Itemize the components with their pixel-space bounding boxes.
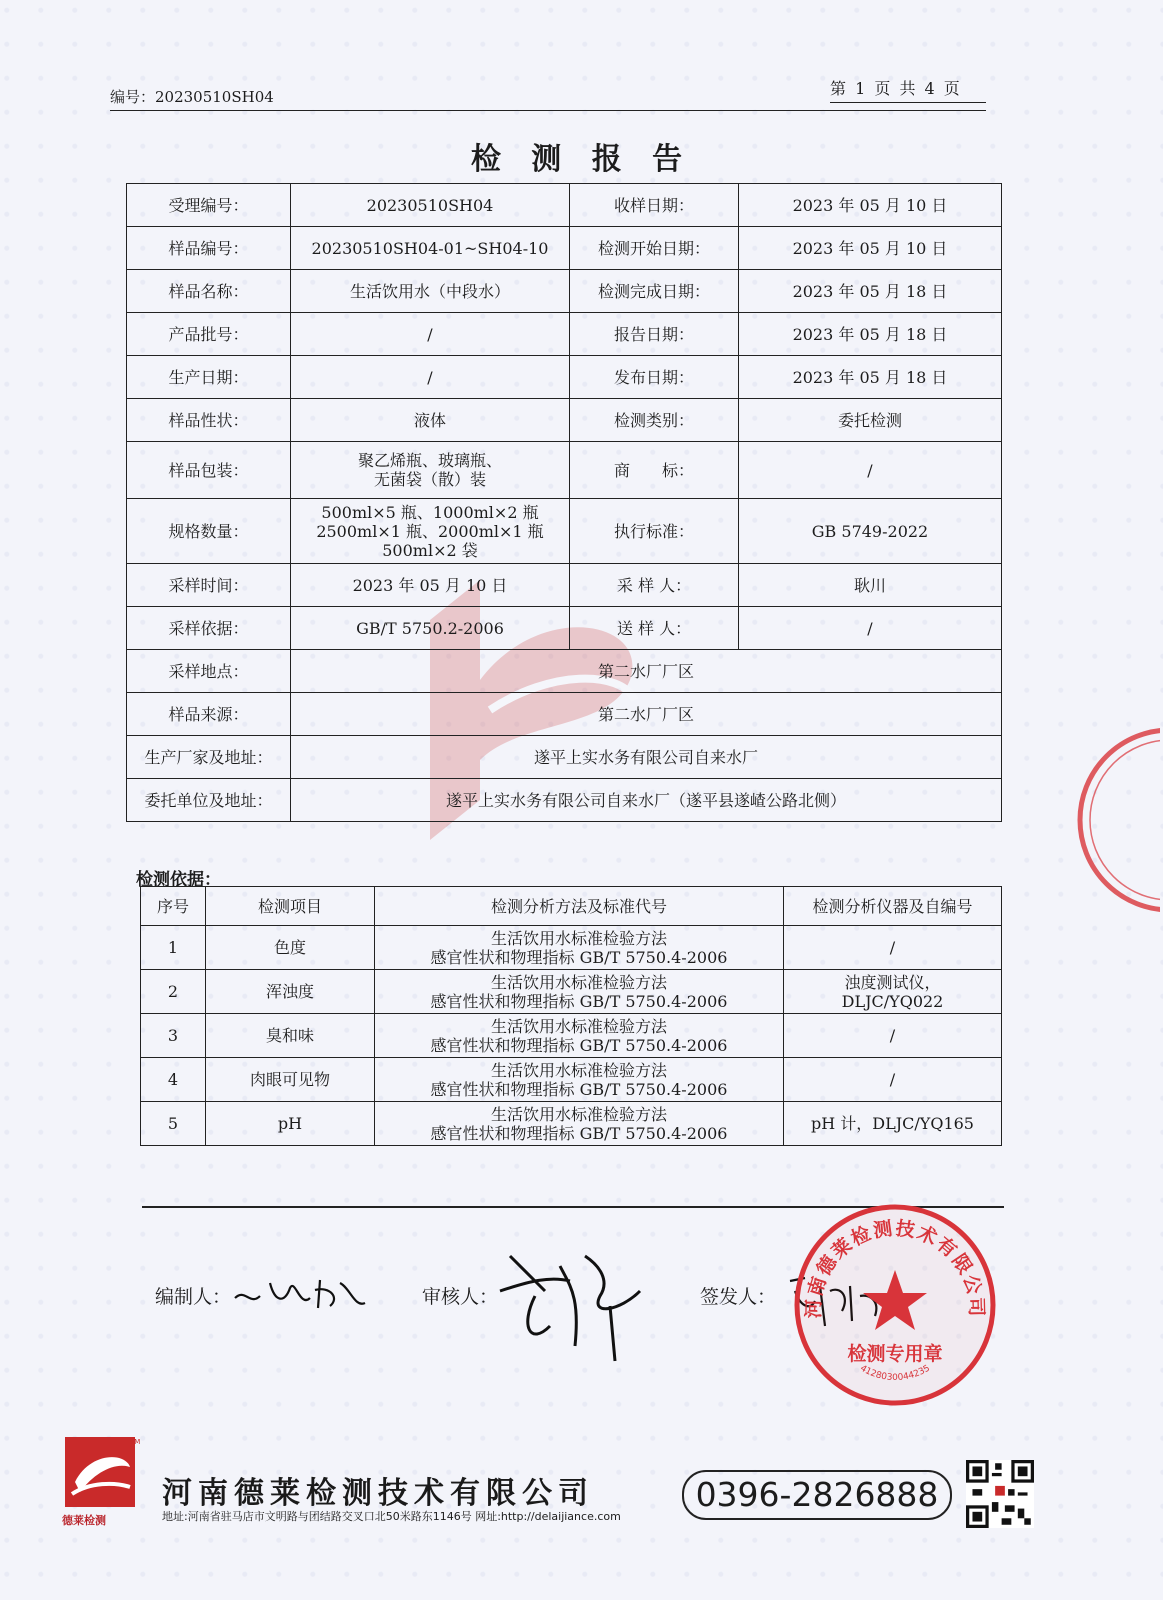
instrument-line: / (889, 1070, 896, 1089)
test-item: 浑浊度 (206, 970, 375, 1014)
official-seal-icon (790, 1200, 1000, 1410)
info-label: 报告日期： (570, 313, 739, 356)
test-item: 色度 (206, 926, 375, 970)
info-label: 采样地点： (127, 650, 291, 693)
info-value-line: 500ml×5 瓶、1000ml×2 瓶 (321, 502, 539, 522)
instrument (784, 1058, 1002, 1102)
instrument (784, 1102, 1002, 1146)
info-label: 送 样 人： (570, 607, 739, 650)
test-method (375, 970, 784, 1014)
issuer-label: 签发人： (700, 1286, 777, 1308)
info-value: 2023 年 05 月 10 日 (739, 184, 1002, 227)
info-label: 样品性状： (127, 399, 291, 442)
compiler-signature-icon (230, 1268, 370, 1318)
table-row (141, 926, 1002, 970)
info-value: 2023 年 05 月 18 日 (739, 270, 1002, 313)
info-label: 委托单位及地址： (127, 779, 291, 822)
info-label: 生产厂家及地址： (127, 736, 291, 779)
method-line: 感官性状和物理指标 GB/T 5750.4-2006 (430, 1079, 728, 1099)
info-value: 2023 年 05 月 10 日 (291, 564, 570, 607)
table-row (127, 779, 1002, 822)
instrument-line: 浊度测试仪， (844, 972, 941, 992)
info-label: 样品来源： (127, 693, 291, 736)
sample-info-table (126, 183, 1002, 822)
table-row (141, 1014, 1002, 1058)
method-line: 感官性状和物理指标 GB/T 5750.4-2006 (430, 1123, 728, 1143)
compiler-label: 编制人： (155, 1286, 232, 1308)
row-number: 5 (141, 1102, 206, 1146)
table-row (127, 499, 1002, 564)
method-line: 感官性状和物理指标 GB/T 5750.4-2006 (430, 991, 728, 1011)
method-line: 生活饮用水标准检验方法 (490, 1060, 667, 1080)
table-row (127, 442, 1002, 499)
info-value-line: 2500ml×1 瓶、2000ml×1 瓶 (316, 521, 544, 541)
info-value (291, 442, 570, 499)
row-number: 2 (141, 970, 206, 1014)
info-value: / (739, 607, 1002, 650)
info-label: 样品编号： (127, 227, 291, 270)
report-number: 编号：20230510SH04 (110, 88, 274, 106)
row-number: 3 (141, 1014, 206, 1058)
table-row (141, 1102, 1002, 1146)
info-label: 收样日期： (570, 184, 739, 227)
column-header: 检测分析方法及标准代号 (375, 887, 784, 926)
info-label: 采样时间： (127, 564, 291, 607)
info-value: 2023 年 05 月 10 日 (739, 227, 1002, 270)
method-line: 生活饮用水标准检验方法 (490, 1016, 667, 1036)
method-line: 感官性状和物理指标 GB/T 5750.4-2006 (430, 947, 728, 967)
info-value: 20230510SH04 (291, 184, 570, 227)
info-value: / (291, 356, 570, 399)
info-label: 检测完成日期： (570, 270, 739, 313)
basis-heading: 检测依据： (136, 870, 221, 890)
instrument-line: DLJC/YQ022 (841, 991, 944, 1011)
info-label: 采 样 人： (570, 564, 739, 607)
footer-company-name: 河南德莱检测技术有限公司 (162, 1476, 594, 1511)
info-value: 2023 年 05 月 18 日 (739, 313, 1002, 356)
instrument (784, 926, 1002, 970)
reviewer-signature-icon (490, 1236, 650, 1366)
instrument (784, 970, 1002, 1014)
column-header: 检测分析仪器及自编号 (784, 887, 1002, 926)
test-item: 臭和味 (206, 1014, 375, 1058)
test-method (375, 1102, 784, 1146)
info-value: GB/T 5750.2-2006 (291, 607, 570, 650)
column-header: 序号 (141, 887, 206, 926)
table-row (127, 270, 1002, 313)
info-label: 样品包装： (127, 442, 291, 499)
logo-caption: 德莱检测 (62, 1514, 106, 1527)
info-value-line: 聚乙烯瓶、玻璃瓶、 (357, 451, 502, 470)
page-indicator: 第 1 页 共 4 页 (830, 76, 986, 103)
footer-phone: 0396-2826888 (682, 1470, 952, 1520)
info-label: 执行标准： (570, 499, 739, 564)
info-value: / (739, 442, 1002, 499)
method-line: 生活饮用水标准检验方法 (490, 928, 667, 948)
info-label: 受理编号： (127, 184, 291, 227)
info-label: 规格数量： (127, 499, 291, 564)
info-value (291, 499, 570, 564)
test-method (375, 1014, 784, 1058)
seal-number-text: 4128030044235 (858, 1363, 932, 1383)
table-row (127, 650, 1002, 693)
table-row (141, 1058, 1002, 1102)
table-row (141, 970, 1002, 1014)
info-label: 检测开始日期： (570, 227, 739, 270)
table-row (127, 313, 1002, 356)
info-value: 委托检测 (739, 399, 1002, 442)
row-number: 4 (141, 1058, 206, 1102)
instrument-line: / (889, 938, 896, 957)
info-value-line: 500ml×2 袋 (382, 540, 478, 560)
table-row (127, 736, 1002, 779)
method-line: 生活饮用水标准检验方法 (490, 972, 667, 992)
logo-tm: TM (130, 1438, 140, 1446)
reviewer-label: 审核人： (422, 1286, 499, 1308)
test-method (375, 1058, 784, 1102)
report-title: 检 测 报 告 (470, 142, 693, 177)
table-row (127, 564, 1002, 607)
info-value-line: 无菌袋（散）装 (373, 470, 486, 489)
info-label: 样品名称： (127, 270, 291, 313)
info-value: / (291, 313, 570, 356)
info-value: 遂平上实水务有限公司自来水厂（遂平县遂嵖公路北侧） (291, 779, 1002, 822)
company-logo-icon (60, 1432, 140, 1522)
table-row (127, 227, 1002, 270)
info-value: 20230510SH04-01~SH04-10 (291, 227, 570, 270)
header-divider (110, 110, 986, 111)
info-label: 发布日期： (570, 356, 739, 399)
row-number: 1 (141, 926, 206, 970)
seal-company-text: 河南德莱检测技术有限公司 (802, 1217, 988, 1319)
partial-seal-icon (1060, 720, 1160, 920)
table-row (127, 399, 1002, 442)
info-value: 第二水厂厂区 (291, 693, 1002, 736)
info-value: GB 5749-2022 (739, 499, 1002, 564)
info-value: 耿川 (739, 564, 1002, 607)
info-value: 第二水厂厂区 (291, 650, 1002, 693)
footer-address: 地址:河南省驻马店市文明路与团结路交叉口北50米路东1146号 网址:http://delaijiance.com (162, 1510, 621, 1523)
info-value: 遂平上实水务有限公司自来水厂 (291, 736, 1002, 779)
column-header: 检测项目 (206, 887, 375, 926)
table-header-row (141, 887, 1002, 926)
table-row (127, 607, 1002, 650)
info-label: 采样依据： (127, 607, 291, 650)
table-row (127, 184, 1002, 227)
table-row (127, 356, 1002, 399)
instrument (784, 1014, 1002, 1058)
method-line: 感官性状和物理指标 GB/T 5750.4-2006 (430, 1035, 728, 1055)
info-label: 产品批号： (127, 313, 291, 356)
info-label: 商 标： (570, 442, 739, 499)
info-value: 生活饮用水（中段水） (291, 270, 570, 313)
instrument-line: / (889, 1026, 896, 1045)
seal-center-text: 检测专用章 (847, 1343, 943, 1365)
test-item: pH (206, 1102, 375, 1146)
test-basis-table (140, 886, 1002, 1146)
qr-code-icon (966, 1460, 1034, 1528)
test-method (375, 926, 784, 970)
table-row (127, 693, 1002, 736)
info-value: 液体 (291, 399, 570, 442)
info-label: 生产日期： (127, 356, 291, 399)
test-item: 肉眼可见物 (206, 1058, 375, 1102)
info-value: 2023 年 05 月 18 日 (739, 356, 1002, 399)
instrument-line: pH 计，DLJC/YQ165 (810, 1114, 974, 1133)
info-label: 检测类别： (570, 399, 739, 442)
method-line: 生活饮用水标准检验方法 (490, 1104, 667, 1124)
